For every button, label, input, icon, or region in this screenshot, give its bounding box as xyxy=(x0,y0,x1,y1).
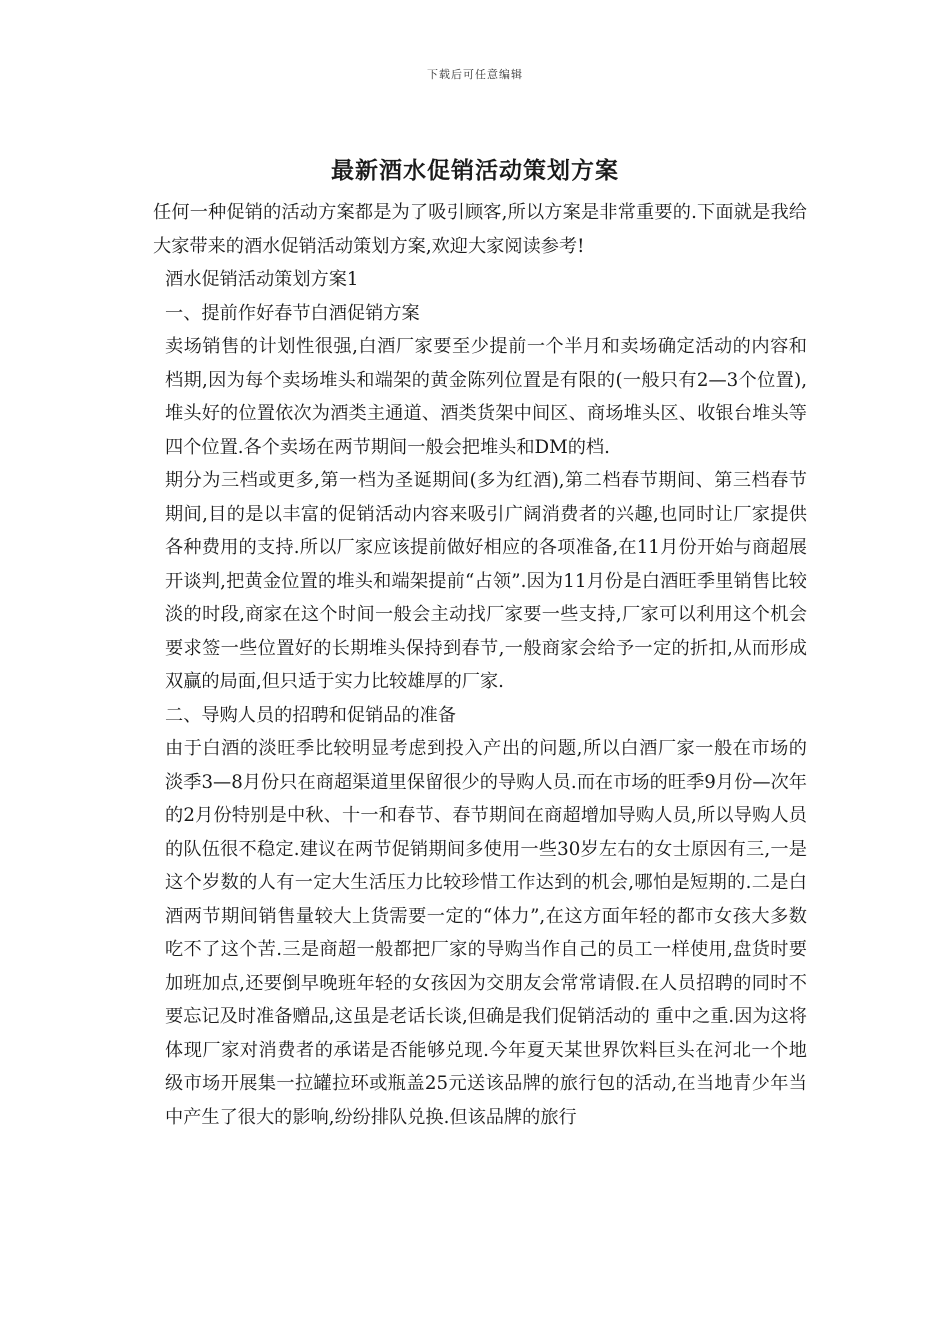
header-note: 下载后可任意编辑 xyxy=(427,68,523,81)
section-heading-plan-1: 酒水促销活动策划方案1 xyxy=(165,269,359,290)
document-title: 最新酒水促销活动策划方案 xyxy=(331,157,619,184)
body-paragraph: 由于白酒的淡旺季比较明显考虑到投入产出的问题,所以白酒厂家一般在市场的淡季3—8月份只在商超渠道里保留很少的导购人员.而在市场的旺季9月份—次年的2月份特别是中秋、十一和春节、春节期间在商超增加导购人员,所以导购人员的队伍很不稳定.建议在两节促销期间多使用一些30岁左右的女士原因有三,一是这个岁数的人有一定大生活压力比较珍惜工作达到的机会,哪怕是短期的.二是白酒两节期间销售量较大上货需要一定的“体力”,在这方面年轻的都市女孩大多数吃不了这个苦.三是商超一般都把厂家的导购当作自己的员工一样使用,盘货时要加班加点,还要倒早晚班年轻的女孩因为交朋友会常常请假.在人员招聘的同时不要忘记及时准备赠品,这虽是老话长谈,但确是我们促销活动的 重中之重.因为这将体现厂家对消费者的承诺是否能够兑现.今年夏天某世界饮料巨头在河北一个地级市场开展集一拉罐拉环或瓶盖25元送该品牌的旅行包的活动,在当地青少年当中产生了很大的影响,纷纷排队兑换.但该品牌的旅行 xyxy=(165,738,807,1128)
body-paragraph: 卖场销售的计划性很强,白酒厂家要至少提前一个半月和卖场确定活动的内容和档期,因为每个卖场堆头和端架的黄金陈列位置是有限的(一般只有2—3个位置),堆头好的位置依次为酒类主通道、酒类货架中间区、商场堆头区、收银台堆头等四个位置.各个卖场在两节期间一般会把堆头和DM的档. xyxy=(165,336,807,458)
intro-paragraph: 任何一种促销的活动方案都是为了吸引顾客,所以方案是非常重要的.下面就是我给大家带来的酒水促销活动策划方案,欢迎大家阅读参考! xyxy=(153,202,807,257)
body-paragraph: 期分为三档或更多,第一档为圣诞期间(多为红酒),第二档春节期间、第三档春节期间,目的是以丰富的促销活动内容来吸引广阔消费者的兴趣,也同时让厂家提供各种费用的支持.所以厂家应该提前做好相应的各项准备,在11月份开始与商超展开谈判,把黄金位置的堆头和端架提前“占领”.因为11月份是白酒旺季里销售比较淡的时段,商家在这个时间一般会主动找厂家要一些支持,厂家可以利用这个机会要求签一些位置好的长期堆头保持到春节,一般商家会给予一定的折扣,从而形成双赢的局面,但只适于实力比较雄厚的厂家. xyxy=(165,470,807,692)
document-body xyxy=(145,196,807,1134)
subheading-2: 二、导购人员的招聘和促销品的准备 xyxy=(165,704,457,726)
subheading-1: 一、提前作好春节白酒促销方案 xyxy=(165,302,420,324)
